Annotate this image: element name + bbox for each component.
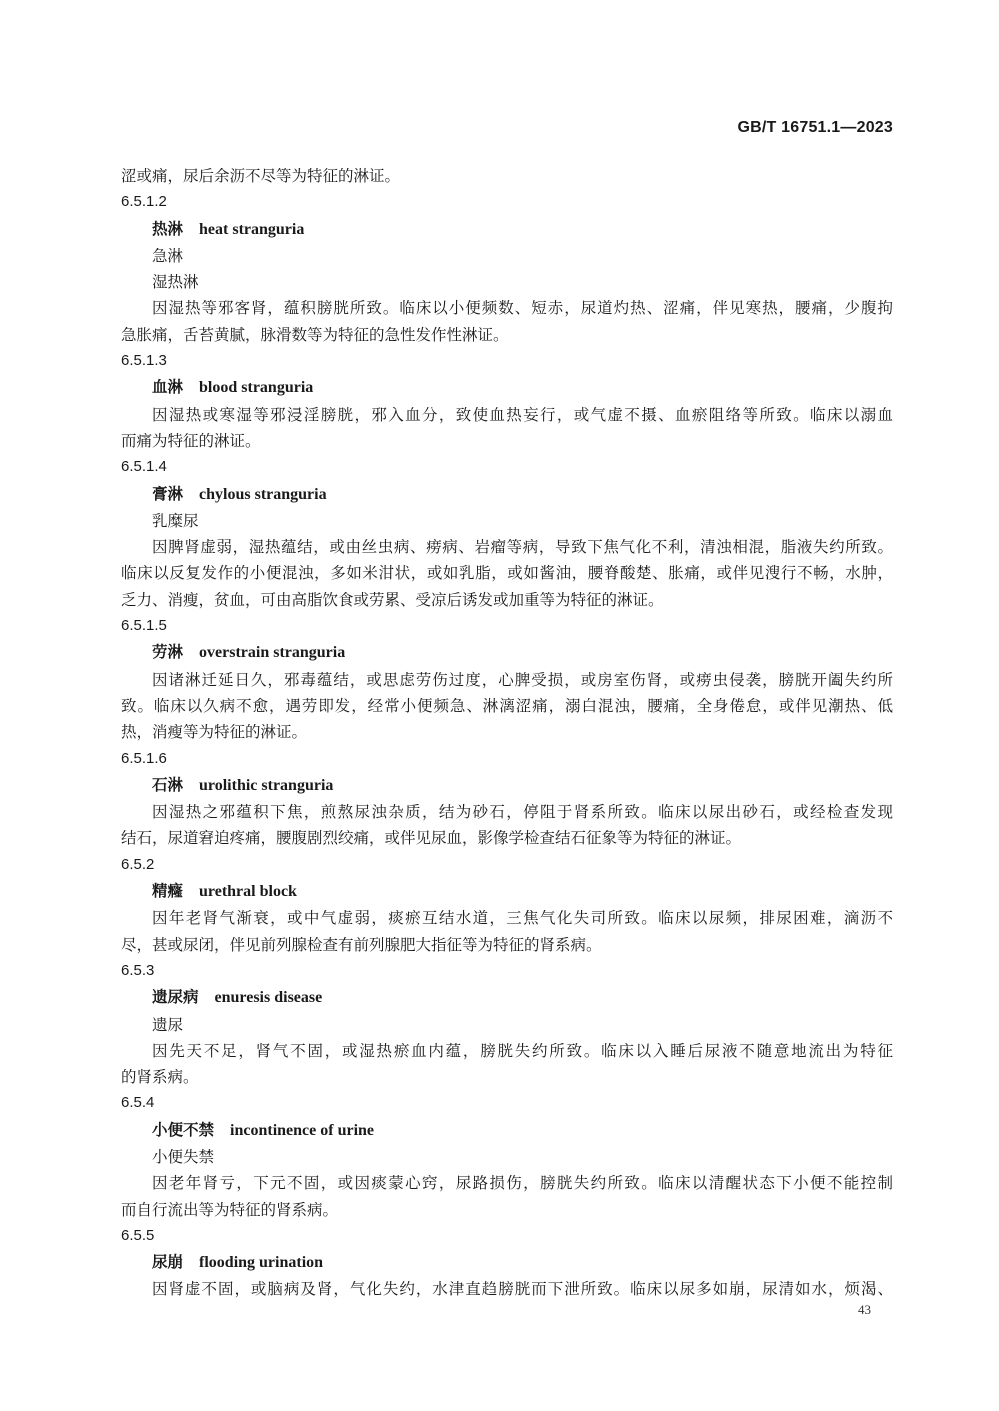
term-chinese: 血淋 xyxy=(152,377,184,397)
synonym-term: 急淋 xyxy=(152,246,184,265)
definition-line: 因先天不足，肾气不固，或湿热瘀血内蕴，膀胱失约所致。临床以入睡后尿液不随意地流出为特征 xyxy=(152,1041,893,1060)
term-heading xyxy=(121,1249,893,1276)
term-english: heat stranguria xyxy=(199,220,305,238)
term-chinese: 遗尿病 xyxy=(152,987,199,1007)
paragraph-line: 涩或痛，尿后余沥不尽等为特征的淋证。 xyxy=(121,167,401,185)
term-heading xyxy=(121,481,893,508)
clause-number: 6.5.1.3 xyxy=(121,352,167,370)
term-chinese: 膏淋 xyxy=(152,483,184,503)
definition-line: 因脾肾虚弱，湿热蕴结，或由丝虫病、痨病、岩瘤等病，导致下焦气化不利，清浊相混，脂液失约所致。 xyxy=(152,538,893,557)
clause-number: 6.5.2 xyxy=(121,855,155,873)
definition-line: 结石，尿道窘迫疼痛，腰腹剧烈绞痛，或伴见尿血，影像学检查结石征象等为特征的淋证。 xyxy=(121,829,742,848)
clause-number: 6.5.3 xyxy=(121,961,155,979)
term-heading xyxy=(121,984,893,1011)
definition-line: 因年老肾气渐衰，或中气虚弱，痰瘀互结水道，三焦气化失司所致。临床以尿频，排尿困难，滴沥不 xyxy=(152,909,893,928)
term-chinese: 石淋 xyxy=(152,774,184,794)
term-english: blood stranguria xyxy=(199,379,314,397)
definition-line: 因肾虚不固，或脑病及肾，气化失约，水津直趋膀胱而下泄所致。临床以尿多如崩，尿清如水，烦渴、 xyxy=(152,1280,893,1299)
term-chinese: 精癃 xyxy=(152,881,184,901)
clause-number: 6.5.5 xyxy=(121,1226,155,1244)
definition-line: 因诸淋迁延日久，邪毒蕴结，或思虑劳伤过度，心脾受损，或房室伤肾，或痨虫侵袭，膀胱开阖失约所 xyxy=(152,670,893,689)
term-heading xyxy=(121,374,893,401)
synonym-term: 湿热淋 xyxy=(152,273,199,292)
definition-line: 的肾系病。 xyxy=(121,1068,199,1087)
synonym-term: 小便失禁 xyxy=(152,1147,215,1166)
term-english: enuresis disease xyxy=(214,989,323,1007)
term-heading xyxy=(121,639,893,666)
definition-line: 致。临床以久病不愈，遇劳即发，经常小便频急、淋漓涩痛，溺白混浊，腰痛，全身倦怠，或伴见潮热、低 xyxy=(121,696,893,715)
definition-line: 因湿热或寒湿等邪浸淫膀胱，邪入血分，致使血热妄行，或气虚不摄、血瘀阻络等所致。临床以溺血 xyxy=(152,405,893,424)
term-english: flooding urination xyxy=(199,1254,324,1272)
definition-line: 乏力、消瘦，贫血，可由高脂饮食或劳累、受凉后诱发或加重等为特征的淋证。 xyxy=(121,590,664,609)
clause-number: 6.5.1.5 xyxy=(121,617,167,635)
definition-line: 而自行流出等为特征的肾系病。 xyxy=(121,1200,339,1219)
page-number: 43 xyxy=(858,1302,871,1317)
definition-line: 急胀痛，舌苔黄腻，脉滑数等为特征的急性发作性淋证。 xyxy=(121,325,509,344)
term-chinese: 热淋 xyxy=(152,218,184,238)
term-chinese: 尿崩 xyxy=(152,1252,184,1272)
term-heading xyxy=(121,878,893,905)
synonym-term: 乳糜尿 xyxy=(152,511,199,530)
definition-line: 热，消瘦等为特征的淋证。 xyxy=(121,723,308,742)
clause-number: 6.5.4 xyxy=(121,1094,155,1112)
term-english: overstrain stranguria xyxy=(199,644,346,662)
term-heading xyxy=(121,772,893,799)
definition-line: 因湿热之邪蕴积下焦，煎熬尿浊杂质，结为砂石，停阻于肾系所致。临床以尿出砂石，或经检查发现 xyxy=(152,803,893,822)
definition-line: 尽，甚或尿闭，伴见前列腺检查有前列腺肥大指征等为特征的肾系病。 xyxy=(121,935,602,954)
term-heading xyxy=(121,1117,893,1144)
definition-line: 因老年肾亏，下元不固，或因痰蒙心窍，尿路损伤，膀胱失约所致。临床以清醒状态下小便不能控制 xyxy=(152,1174,893,1193)
clause-number: 6.5.1.4 xyxy=(121,458,167,476)
document-body xyxy=(121,163,893,1303)
term-english: chylous stranguria xyxy=(199,485,327,503)
term-chinese: 劳淋 xyxy=(152,642,184,662)
definition-line: 而痛为特征的淋证。 xyxy=(121,431,261,450)
synonym-term: 遗尿 xyxy=(152,1015,184,1034)
term-chinese: 小便不禁 xyxy=(152,1119,215,1139)
term-english: incontinence of urine xyxy=(230,1121,375,1139)
term-english: urethral block xyxy=(199,883,297,901)
standard-code: GB/T 16751.1—2023 xyxy=(737,119,893,136)
definition-line: 临床以反复发作的小便混浊，多如米泔状，或如乳脂，或如酱油，腰脊酸楚、胀痛，或伴见溲行不畅，水肿， xyxy=(121,564,893,583)
term-heading xyxy=(121,216,893,243)
definition-line: 因湿热等邪客肾，蕴积膀胱所致。临床以小便频数、短赤，尿道灼热、涩痛，伴见寒热，腰痛，少腹拘 xyxy=(152,299,893,318)
clause-number: 6.5.1.2 xyxy=(121,193,167,211)
clause-number: 6.5.1.6 xyxy=(121,749,167,767)
term-english: urolithic stranguria xyxy=(199,776,334,794)
